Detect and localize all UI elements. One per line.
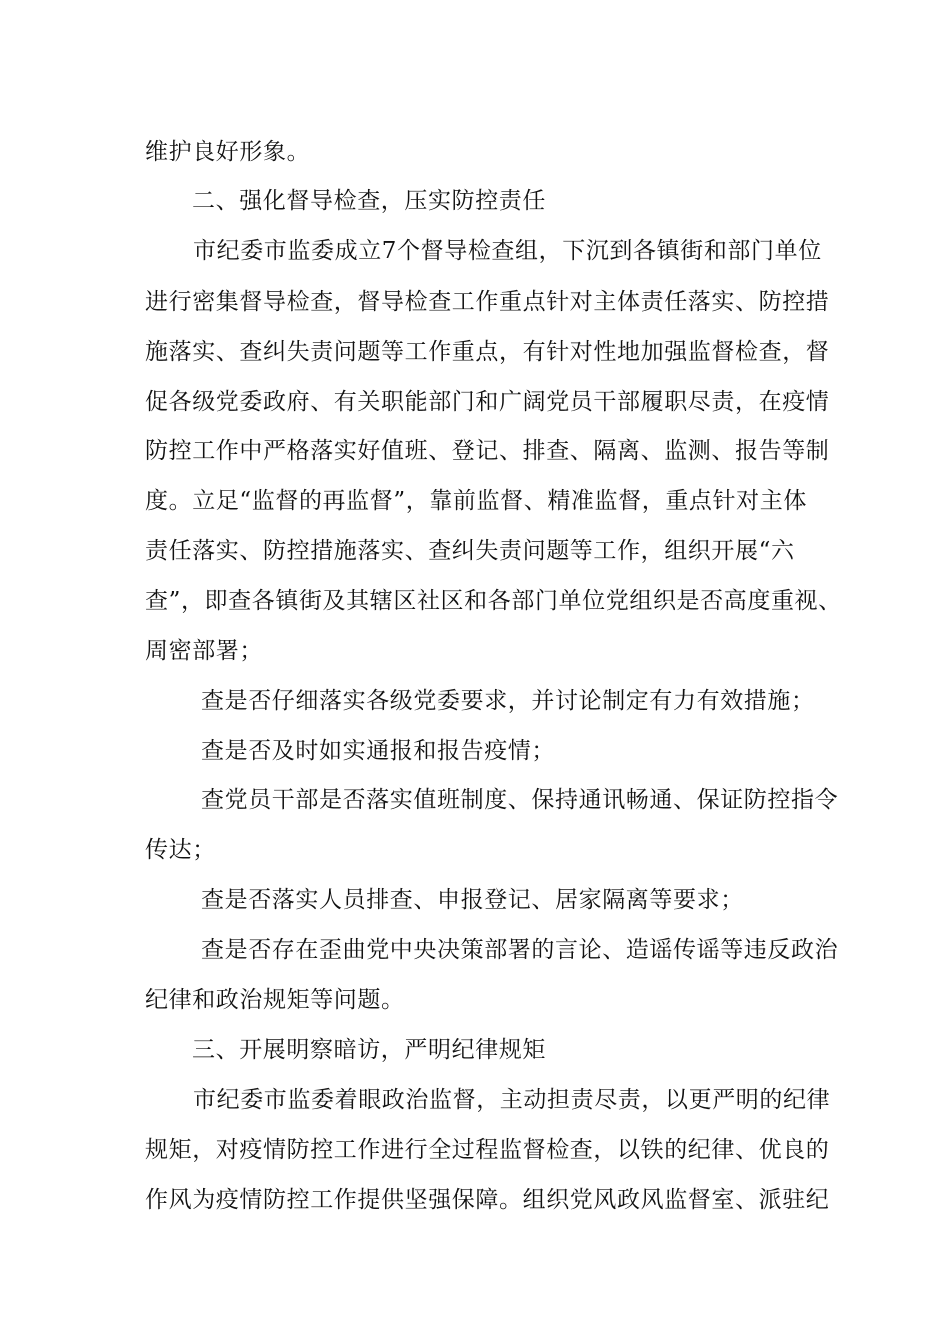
list-item: 查是否落实人员排查、申报登记、居家隔离等要求；: [201, 887, 744, 913]
list-item: 查党员干部是否落实值班制度、保持通讯畅通、保证防控指令: [201, 787, 839, 813]
paragraph-line: 市纪委市监委着眼政治监督，主动担责尽责，以更严明的纪律: [193, 1087, 831, 1113]
paragraph-line: 防控工作中严格落实好值班、登记、排查、隔离、监测、报告等制: [145, 438, 830, 464]
paragraph-line: 市纪委市监委成立7个督导检查组，下沉到各镇街和部门单位: [193, 238, 822, 264]
section-heading: 三、开展明察暗访，严明纪律规矩: [192, 1037, 546, 1063]
paragraph-line: 作风为疫情防控工作提供坚强保障。组织党风政风监督室、派驻纪: [145, 1187, 830, 1213]
paragraph-line: 进行密集督导检查，督导检查工作重点针对主体责任落实、防控措: [145, 289, 830, 315]
paragraph-line: 纪律和政治规矩等问题。: [145, 987, 405, 1013]
paragraph-line: 度。立足“监督的再监督”，靠前监督、精准监督，重点针对主体: [145, 488, 807, 514]
list-item: 查是否存在歪曲党中央决策部署的言论、造谣传谣等违反政治: [201, 937, 839, 963]
list-item: 查是否仔细落实各级党委要求，并讨论制定有力有效措施；: [201, 688, 815, 714]
paragraph-line: 周密部署；: [145, 638, 263, 664]
paragraph-line: 责任落实、防控措施落实、查纠失责问题等工作，组织开展“六: [145, 538, 795, 564]
paragraph-line: 传达；: [145, 837, 216, 863]
paragraph-line: 维护良好形象。: [145, 139, 311, 165]
section-heading: 二、强化督导检查，压实防控责任: [192, 188, 546, 214]
list-item: 查是否及时如实通报和报告疫情；: [201, 738, 555, 764]
paragraph-line: 施落实、查纠失责问题等工作重点，有针对性地加强监督检查，督: [145, 339, 830, 365]
paragraph-line: 查”，即查各镇街及其辖区社区和各部门单位党组织是否高度重视、: [145, 588, 842, 614]
paragraph-line: 促各级党委政府、有关职能部门和广阔党员干部履职尽责，在疫情: [145, 389, 830, 415]
paragraph-line: 规矩，对疫情防控工作进行全过程监督检查，以铁的纪律、优良的: [145, 1137, 830, 1163]
